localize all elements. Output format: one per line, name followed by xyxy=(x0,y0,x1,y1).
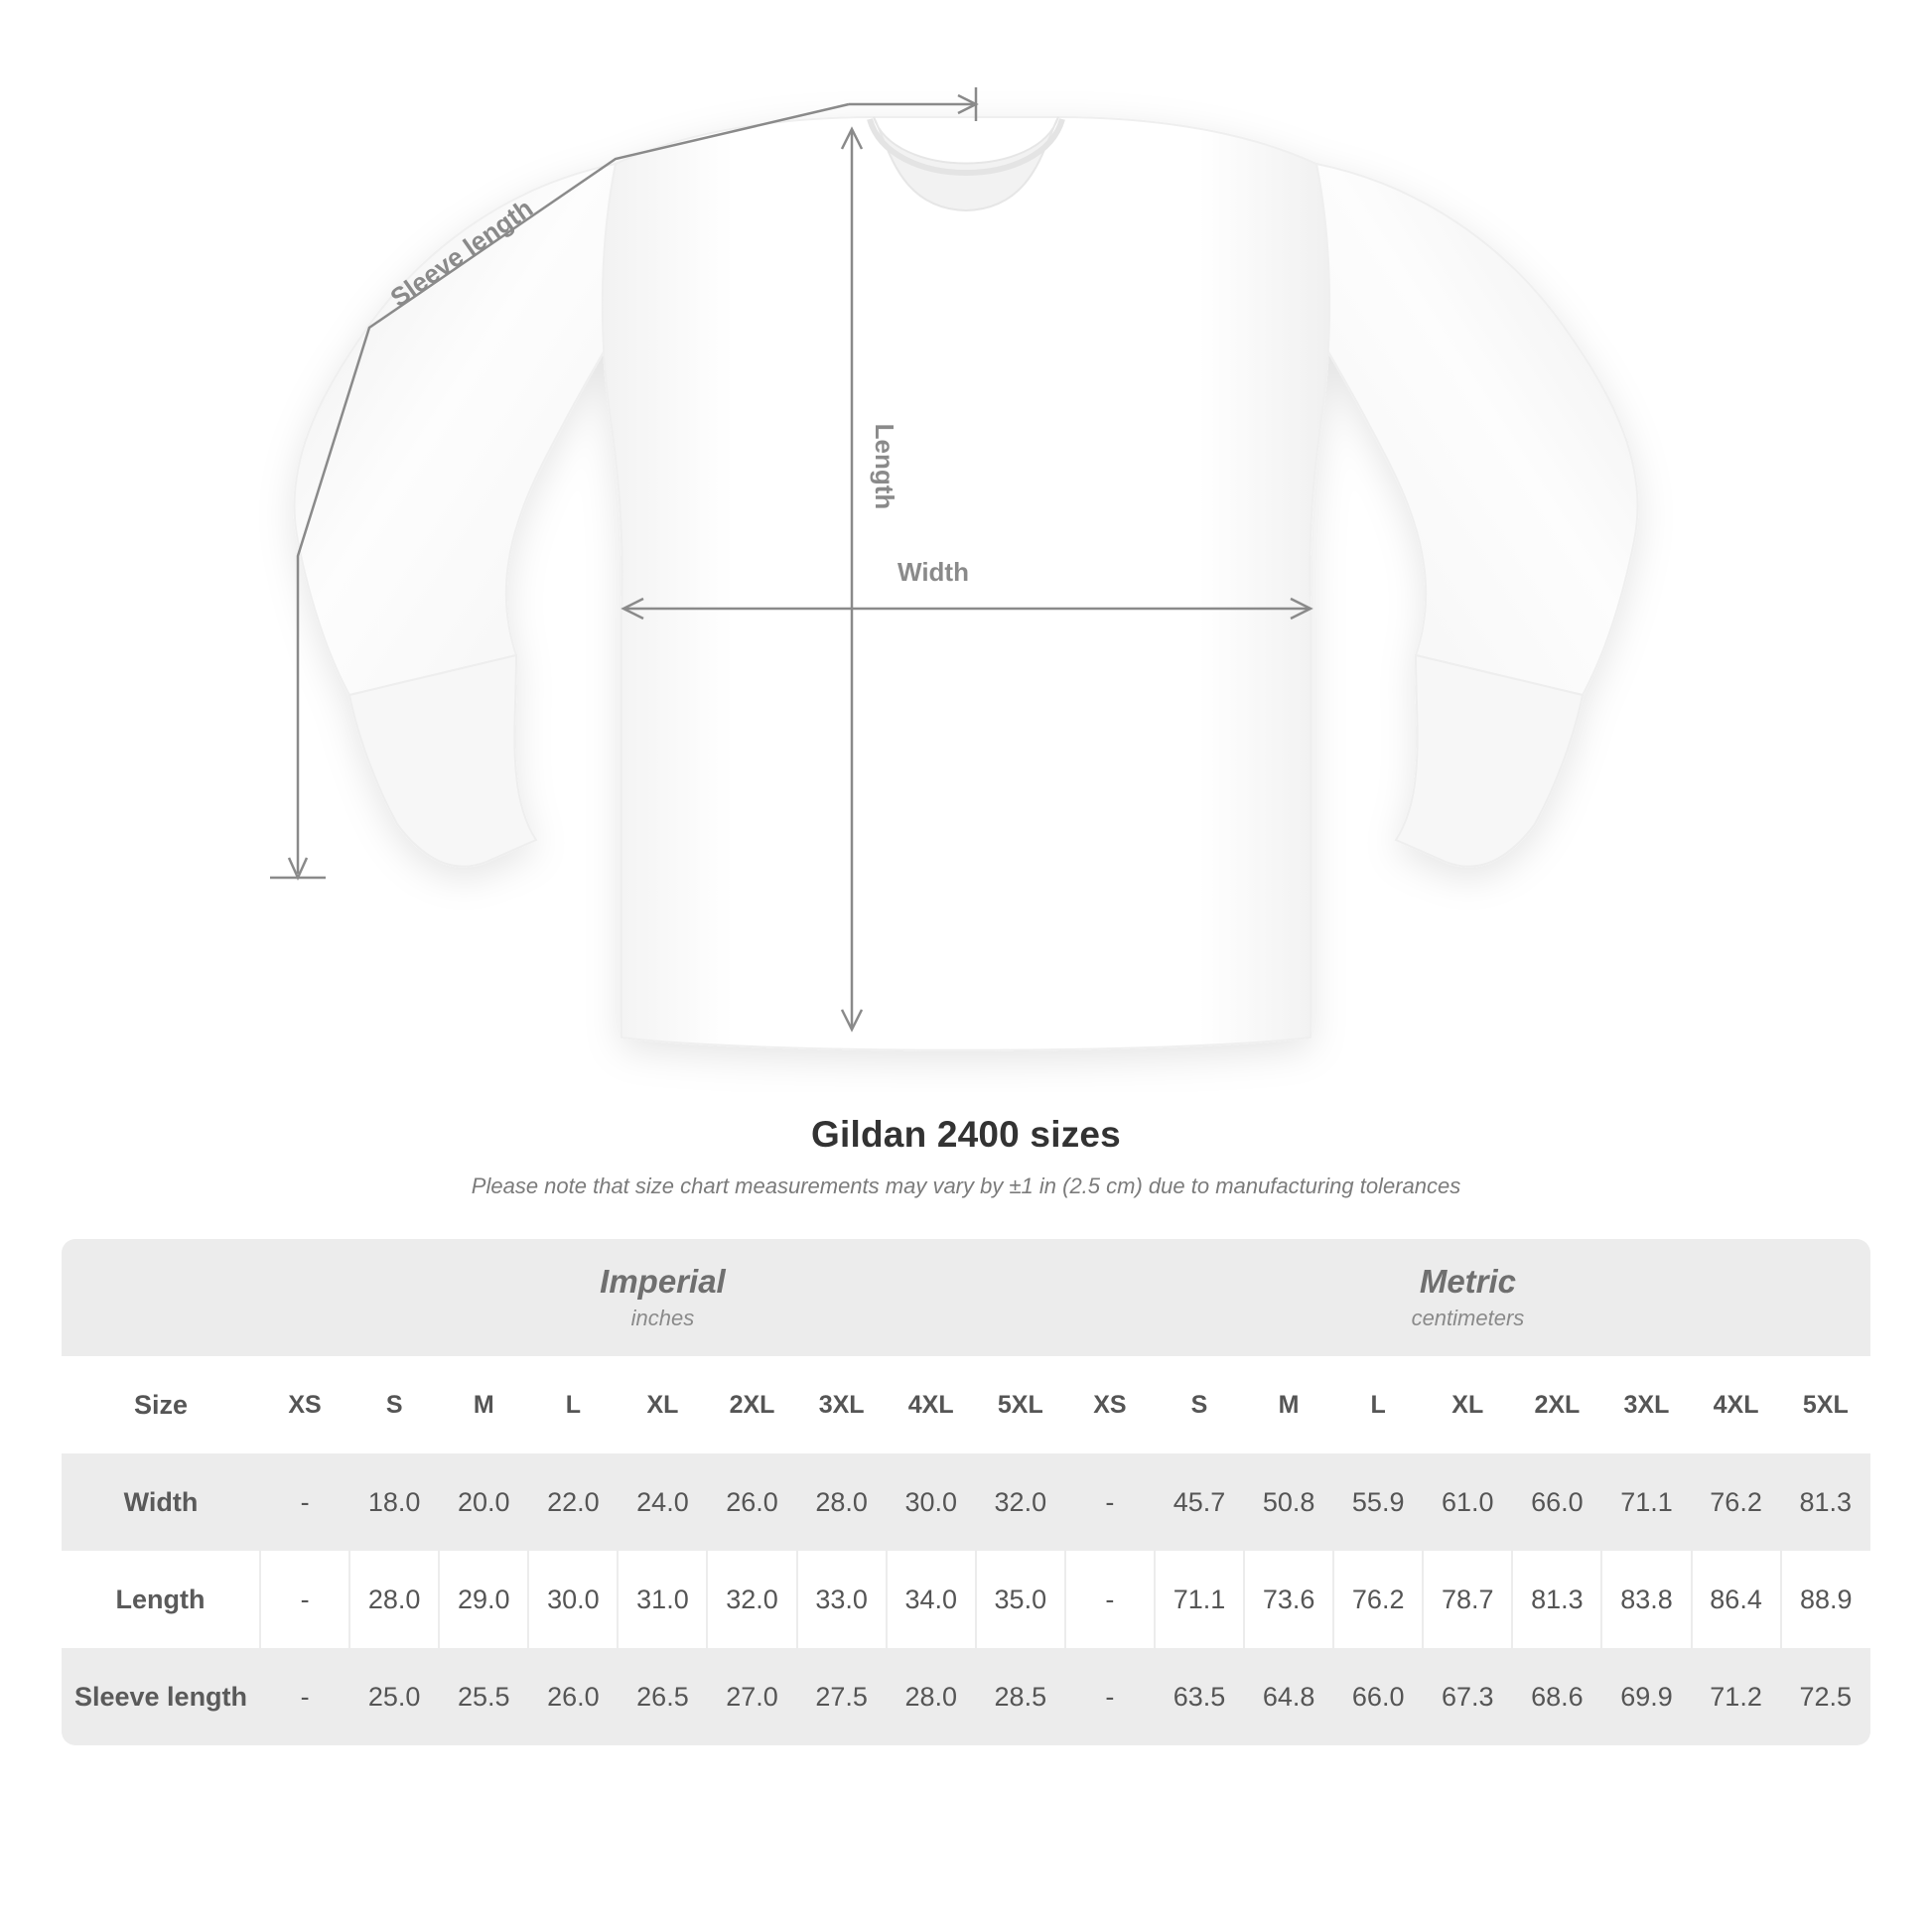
size-table xyxy=(62,1239,1870,1745)
measurement-cell: 71.2 xyxy=(1692,1648,1781,1745)
measurement-cell: 81.3 xyxy=(1781,1453,1870,1551)
measurement-cell: 20.0 xyxy=(439,1453,528,1551)
measurement-cell: 72.5 xyxy=(1781,1648,1870,1745)
sleeve-length-label: Sleeve length xyxy=(384,193,539,313)
table-row xyxy=(62,1453,1870,1551)
measurement-cell: 78.7 xyxy=(1423,1551,1512,1648)
measurement-cell: 28.0 xyxy=(887,1648,976,1745)
size-header-cell: S xyxy=(349,1356,439,1453)
table-row xyxy=(62,1551,1870,1648)
measurement-cell: 28.0 xyxy=(797,1453,887,1551)
measurement-cell: 26.0 xyxy=(528,1648,618,1745)
tolerance-note: Please note that size chart measurements may vary by ±1 in (2.5 cm) due to manufacturing tolerances xyxy=(471,1173,1461,1198)
measurement-cell: 55.9 xyxy=(1333,1453,1423,1551)
row-label: Width xyxy=(62,1453,260,1551)
measurement-cell: 33.0 xyxy=(797,1551,887,1648)
right-sleeve xyxy=(1297,164,1638,695)
size-header-cell: XL xyxy=(1423,1356,1512,1453)
size-table-wrapper xyxy=(62,1239,1870,1745)
measurement-cell: 64.8 xyxy=(1244,1648,1333,1745)
measurement-cell: 68.6 xyxy=(1512,1648,1601,1745)
measurement-cell: 28.5 xyxy=(976,1648,1065,1745)
measurement-cell: 76.2 xyxy=(1692,1453,1781,1551)
length-label: Length xyxy=(870,423,899,510)
measurement-cell: 32.0 xyxy=(976,1453,1065,1551)
size-header-cell: L xyxy=(528,1356,618,1453)
measurement-cell: 73.6 xyxy=(1244,1551,1333,1648)
measurement-cell: 24.0 xyxy=(618,1453,707,1551)
measurement-cell: 18.0 xyxy=(349,1453,439,1551)
measurement-cell: 83.8 xyxy=(1601,1551,1691,1648)
measurement-cell: 31.0 xyxy=(618,1551,707,1648)
unit-name: Metric xyxy=(1419,1262,1517,1300)
measurement-cell: 27.5 xyxy=(797,1648,887,1745)
size-header-cell: M xyxy=(439,1356,528,1453)
row-label: Sleeve length xyxy=(62,1648,260,1745)
row-label: Length xyxy=(62,1551,260,1648)
measurement-cell: 67.3 xyxy=(1423,1648,1512,1745)
width-label: Width xyxy=(897,557,969,587)
measurement-cell: 30.0 xyxy=(528,1551,618,1648)
page-title: Gildan 2400 sizes xyxy=(811,1114,1121,1155)
size-header-row xyxy=(62,1356,1870,1453)
size-header-cell: S xyxy=(1155,1356,1244,1453)
measurement-cell: 35.0 xyxy=(976,1551,1065,1648)
measurement-cell: - xyxy=(260,1453,349,1551)
measurement-cell: 50.8 xyxy=(1244,1453,1333,1551)
size-header-cell: 5XL xyxy=(976,1356,1065,1453)
measurement-cell: 71.1 xyxy=(1601,1453,1691,1551)
measurement-cell: 34.0 xyxy=(887,1551,976,1648)
measurement-cell: 32.0 xyxy=(707,1551,796,1648)
measurement-cell: 29.0 xyxy=(439,1551,528,1648)
measurement-cell: 45.7 xyxy=(1155,1453,1244,1551)
size-header-cell: L xyxy=(1333,1356,1423,1453)
size-header-cell: 3XL xyxy=(1601,1356,1691,1453)
size-header-cell: 4XL xyxy=(1692,1356,1781,1453)
measurement-cell: 30.0 xyxy=(887,1453,976,1551)
measurement-cell: - xyxy=(260,1551,349,1648)
measurement-cell: 76.2 xyxy=(1333,1551,1423,1648)
unit-header-metric xyxy=(1065,1239,1870,1356)
size-header-cell: M xyxy=(1244,1356,1333,1453)
size-header-cell: XL xyxy=(618,1356,707,1453)
unit-sublabel: centimeters xyxy=(1411,1306,1525,1331)
size-header-cell: 2XL xyxy=(707,1356,796,1453)
measurement-cell: 81.3 xyxy=(1512,1551,1601,1648)
measurement-cell: 69.9 xyxy=(1601,1648,1691,1745)
measurement-cell: 63.5 xyxy=(1155,1648,1244,1745)
measurement-cell: - xyxy=(1065,1551,1155,1648)
measurement-cell: 61.0 xyxy=(1423,1453,1512,1551)
measurement-cell: 28.0 xyxy=(349,1551,439,1648)
measurement-cell: - xyxy=(1065,1453,1155,1551)
measurement-cell: 25.5 xyxy=(439,1648,528,1745)
measurement-cell: 86.4 xyxy=(1692,1551,1781,1648)
measurement-cell: 25.0 xyxy=(349,1648,439,1745)
unit-header-corner xyxy=(62,1239,260,1356)
measurement-cell: 66.0 xyxy=(1333,1648,1423,1745)
measurement-cell: 71.1 xyxy=(1155,1551,1244,1648)
unit-name: Imperial xyxy=(600,1262,726,1300)
measurement-cell: 26.0 xyxy=(707,1453,796,1551)
measurement-cell: 66.0 xyxy=(1512,1453,1601,1551)
measurement-cell: - xyxy=(1065,1648,1155,1745)
size-header-cell: 4XL xyxy=(887,1356,976,1453)
measurement-cell: 27.0 xyxy=(707,1648,796,1745)
measurement-cell: 22.0 xyxy=(528,1453,618,1551)
size-header-label: Size xyxy=(62,1356,260,1453)
size-header-cell: 3XL xyxy=(797,1356,887,1453)
measurement-cell: 88.9 xyxy=(1781,1551,1870,1648)
measurement-cell: - xyxy=(260,1648,349,1745)
unit-sublabel: inches xyxy=(630,1306,695,1331)
unit-header-row xyxy=(62,1239,1870,1356)
size-header-cell: XS xyxy=(260,1356,349,1453)
size-header-cell: XS xyxy=(1065,1356,1155,1453)
unit-header-imperial xyxy=(260,1239,1065,1356)
measurement-cell: 26.5 xyxy=(618,1648,707,1745)
size-header-cell: 2XL xyxy=(1512,1356,1601,1453)
size-header-cell: 5XL xyxy=(1781,1356,1870,1453)
table-row xyxy=(62,1648,1870,1745)
